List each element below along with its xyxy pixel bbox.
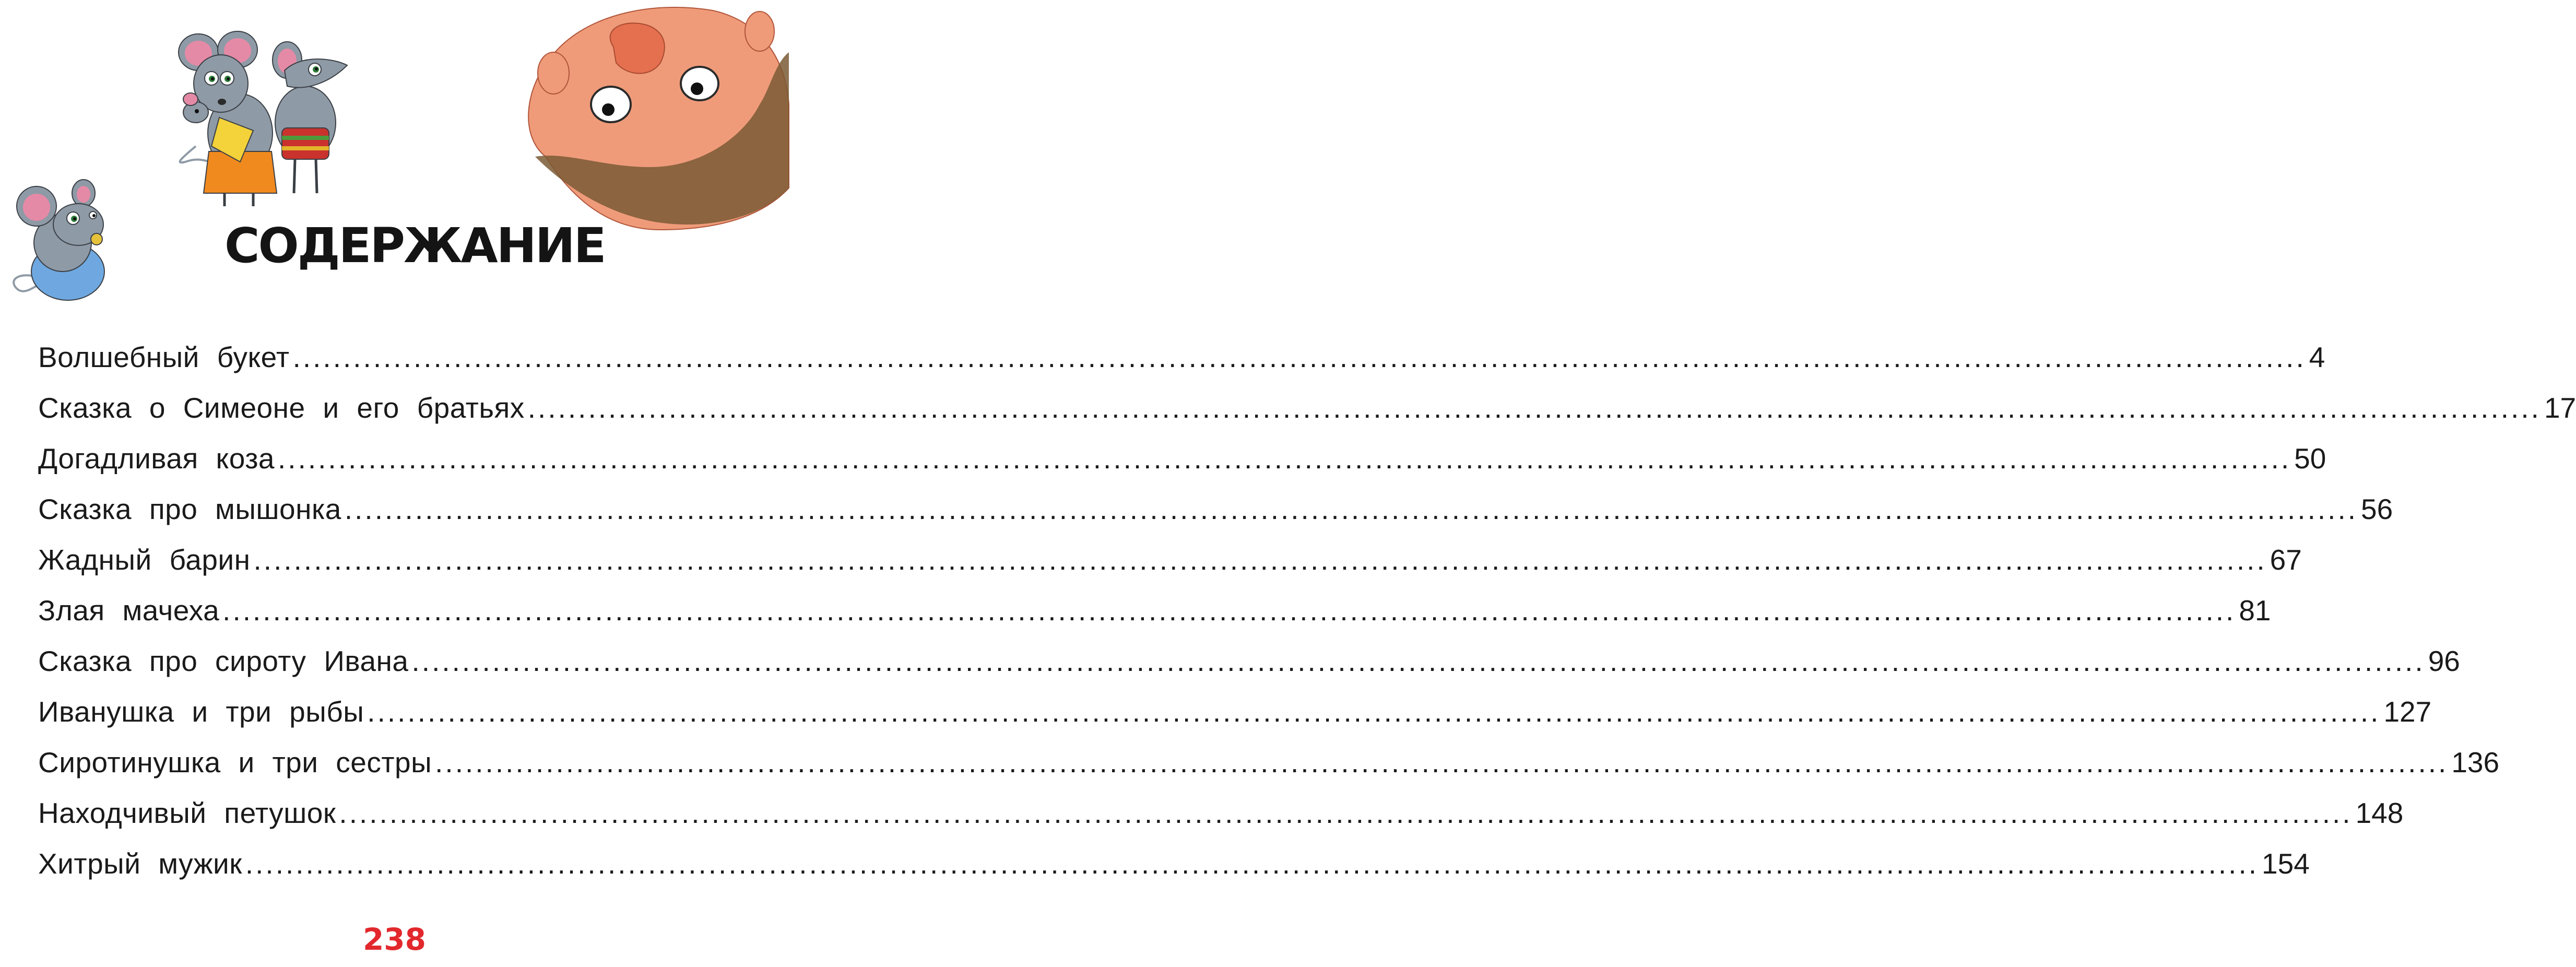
toc-entry-title: Злая мачеха xyxy=(38,594,220,627)
toc-entry[interactable] xyxy=(38,687,2432,737)
toc-entry-page: 136 xyxy=(2451,746,2500,779)
toc-dot-leader: ........................................................................................................................................................................................................ xyxy=(278,442,2291,475)
toc-dot-leader: ........................................................................................................................................................................................................ xyxy=(527,392,2541,424)
boy-head-illustration xyxy=(514,0,789,232)
toc-entry[interactable] xyxy=(38,383,2576,433)
toc-entry[interactable] xyxy=(38,788,2404,839)
toc-entry-title: Находчивый петушок xyxy=(38,797,336,829)
toc-entry[interactable] xyxy=(38,839,2310,889)
table-of-contents xyxy=(38,332,2576,889)
toc-entry-page: 56 xyxy=(2361,493,2393,525)
toc-entry-page: 81 xyxy=(2239,594,2271,627)
toc-dot-leader: ........................................................................................................................................................................................................ xyxy=(292,341,2306,373)
toc-entry[interactable] xyxy=(38,484,2393,535)
toc-entry-page: 17 xyxy=(2544,392,2576,424)
toc-entry[interactable] xyxy=(38,636,2460,687)
mouse-family-illustration xyxy=(175,34,384,211)
toc-entry-title: Сказка про сироту Ивана xyxy=(38,645,409,677)
toc-entry-title: Сиротинушка и три сестры xyxy=(38,746,432,779)
toc-dot-leader: ........................................................................................................................................................................................................ xyxy=(344,493,2358,525)
toc-dot-leader: ........................................................................................................................................................................................................ xyxy=(245,847,2259,880)
toc-entry-page: 154 xyxy=(2262,847,2310,880)
toc-dot-leader: ........................................................................................................................................................................................................ xyxy=(411,645,2425,677)
toc-entry-page: 127 xyxy=(2383,695,2432,728)
toc-entry-title: Сказка про мышонка xyxy=(38,493,341,525)
toc-dot-leader: ........................................................................................................................................................................................................ xyxy=(367,695,2381,728)
page-title: СОДЕРЖАНИЕ xyxy=(224,218,605,274)
toc-entry[interactable] xyxy=(38,433,2326,484)
toc-dot-leader: ........................................................................................................................................................................................................ xyxy=(435,746,2449,779)
toc-entry-title: Иванушка и три рыбы xyxy=(38,695,364,728)
toc-entry[interactable] xyxy=(38,332,2325,383)
toc-entry[interactable] xyxy=(38,737,2500,788)
toc-entry-title: Сказка о Симеоне и его братьях xyxy=(38,392,525,424)
page-number: 238 xyxy=(362,922,427,957)
toc-entry-page: 50 xyxy=(2294,442,2326,475)
toc-entry-page: 148 xyxy=(2355,797,2404,829)
toc-entry[interactable] xyxy=(38,585,2271,636)
toc-dot-leader: ........................................................................................................................................................................................................ xyxy=(339,797,2353,829)
toc-entry-title: Хитрый мужик xyxy=(38,847,242,880)
toc-entry-title: Догадливая коза xyxy=(38,442,275,475)
toc-entry-page: 4 xyxy=(2309,341,2325,373)
toc-entry-page: 96 xyxy=(2428,645,2460,677)
toc-entry[interactable] xyxy=(38,535,2302,585)
toc-entry-page: 67 xyxy=(2270,544,2302,576)
toc-dot-leader: ........................................................................................................................................................................................................ xyxy=(253,544,2267,576)
toc-entry-title: Жадный барин xyxy=(38,544,251,576)
baby-mouse-illustration xyxy=(5,178,117,305)
toc-dot-leader: ........................................................................................................................................................................................................ xyxy=(222,594,2236,627)
toc-entry-title: Волшебный букет xyxy=(38,341,290,373)
